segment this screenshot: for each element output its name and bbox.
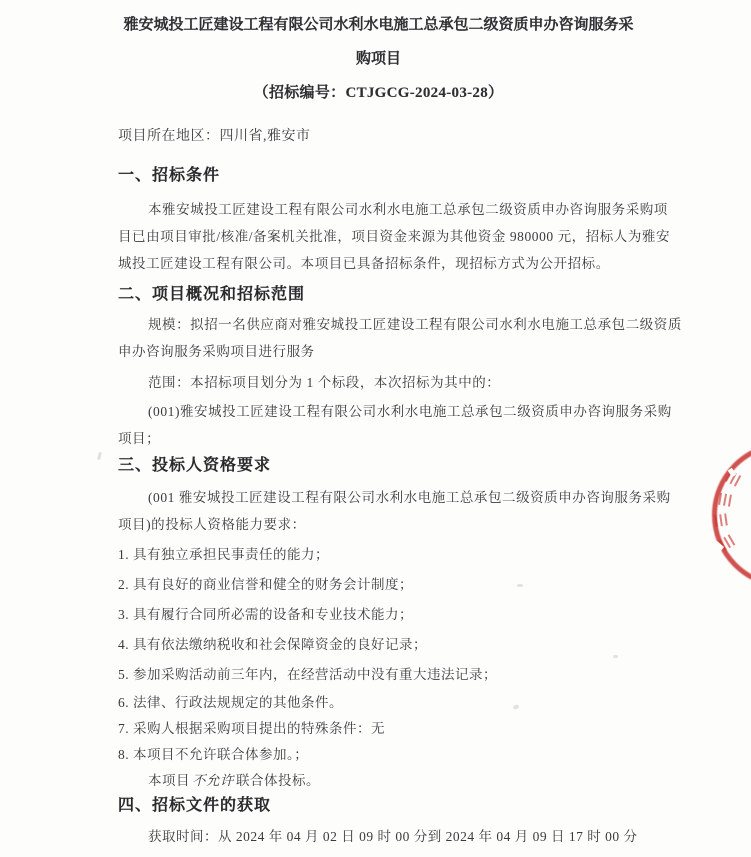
section-1-heading: 一、招标条件: [118, 167, 221, 184]
requirement-item: 7. 采购人根据采购项目提出的特殊条件：无: [118, 721, 385, 736]
seal-text-mark: [714, 513, 731, 527]
requirement-item: 5. 参加采购活动前三年内，在经营活动中没有重大违法记录；: [118, 667, 497, 682]
no-consortium-note: [118, 768, 639, 794]
paragraph-line: (001)雅安城投工匠建设工程有限公司水利水电施工总承包二级资质申办咨询服务采购: [148, 404, 672, 419]
scan-speck: [517, 584, 523, 587]
section-4-heading: 四、招标文件的获取: [118, 797, 272, 814]
section-2-lot-paragraph: [118, 398, 672, 452]
scan-speck: [97, 452, 102, 461]
note-emphasis-italic: 不允许: [192, 773, 234, 788]
note-suffix: 联合体投标。: [236, 773, 320, 788]
document-title-line-2: 购项目: [355, 51, 401, 67]
requirement-item: 3. 具有履行合同所必需的设备和专业技术能力；: [118, 607, 413, 622]
section-2-scope-paragraph: [118, 369, 639, 396]
section-1-paragraph: [118, 196, 670, 277]
document-title-line-1: 雅安城投工匠建设工程有限公司水利水电施工总承包二级资质申办咨询服务采: [123, 17, 634, 33]
note-prefix: 本项目: [148, 773, 190, 788]
paragraph-line: 城投工匠建设工程有限公司。本项目已具备招标条件，现招标方式为公开招标。: [118, 256, 610, 271]
paragraph-line: 范围：本招标项目划分为 1 个标段，本次招标为其中的：: [148, 375, 501, 390]
section-3-heading: 三、投标人资格要求: [118, 457, 272, 474]
seal-text-mark: [718, 493, 735, 507]
section-3-intro-paragraph: [118, 484, 671, 538]
section-2-scale-paragraph: [118, 311, 682, 365]
paragraph-line: 项目；: [118, 431, 161, 446]
section-2-heading: 二、项目概况和招标范围: [118, 286, 306, 303]
project-location: 项目所在地区：四川省,雅安市: [118, 129, 311, 144]
qualification-requirements-list: [118, 540, 639, 768]
requirement-item: 2. 具有良好的商业信誉和健全的财务会计制度；: [118, 577, 413, 592]
paragraph-line: 项目)的投标人资格能力要求：: [118, 517, 306, 532]
requirement-item: 8. 本项目不允许联合体参加。；: [118, 747, 309, 762]
tender-number: （招标编号：CTJGCG-2024-03-28）: [253, 85, 504, 101]
requirement-item: 4. 具有依法缴纳税收和社会保障资金的良好记录；: [118, 637, 427, 652]
requirement-item: 6. 法律、行政法规规定的其他条件。: [118, 695, 343, 710]
paragraph-line: (001 雅安城投工匠建设工程有限公司水利水电施工总承包二级资质申办咨询服务采购: [148, 490, 671, 505]
document-obtain-time: 获取时间：从 2024 年 04 月 02 日 09 时 00 分到 2024 年 04 月 09 日 17 时 00 分: [148, 829, 638, 844]
paragraph-line: 目已由项目审批/核准/备案机关批准，项目资金来源为其他资金 980000 元，招标人为雅安: [118, 229, 670, 244]
paragraph-line: 规模：拟招一名供应商对雅安城投工匠建设工程有限公司水利水电施工总承包二级资质: [148, 317, 682, 332]
requirement-item: 1. 具有独立承担民事责任的能力；: [118, 547, 329, 562]
scan-speck: [613, 655, 618, 658]
paragraph-line: 申办咨询服务采购项目进行服务: [118, 344, 315, 359]
paragraph-line: 本雅安城投工匠建设工程有限公司水利水电施工总承包二级资质申办咨询服务采购项: [148, 202, 668, 217]
